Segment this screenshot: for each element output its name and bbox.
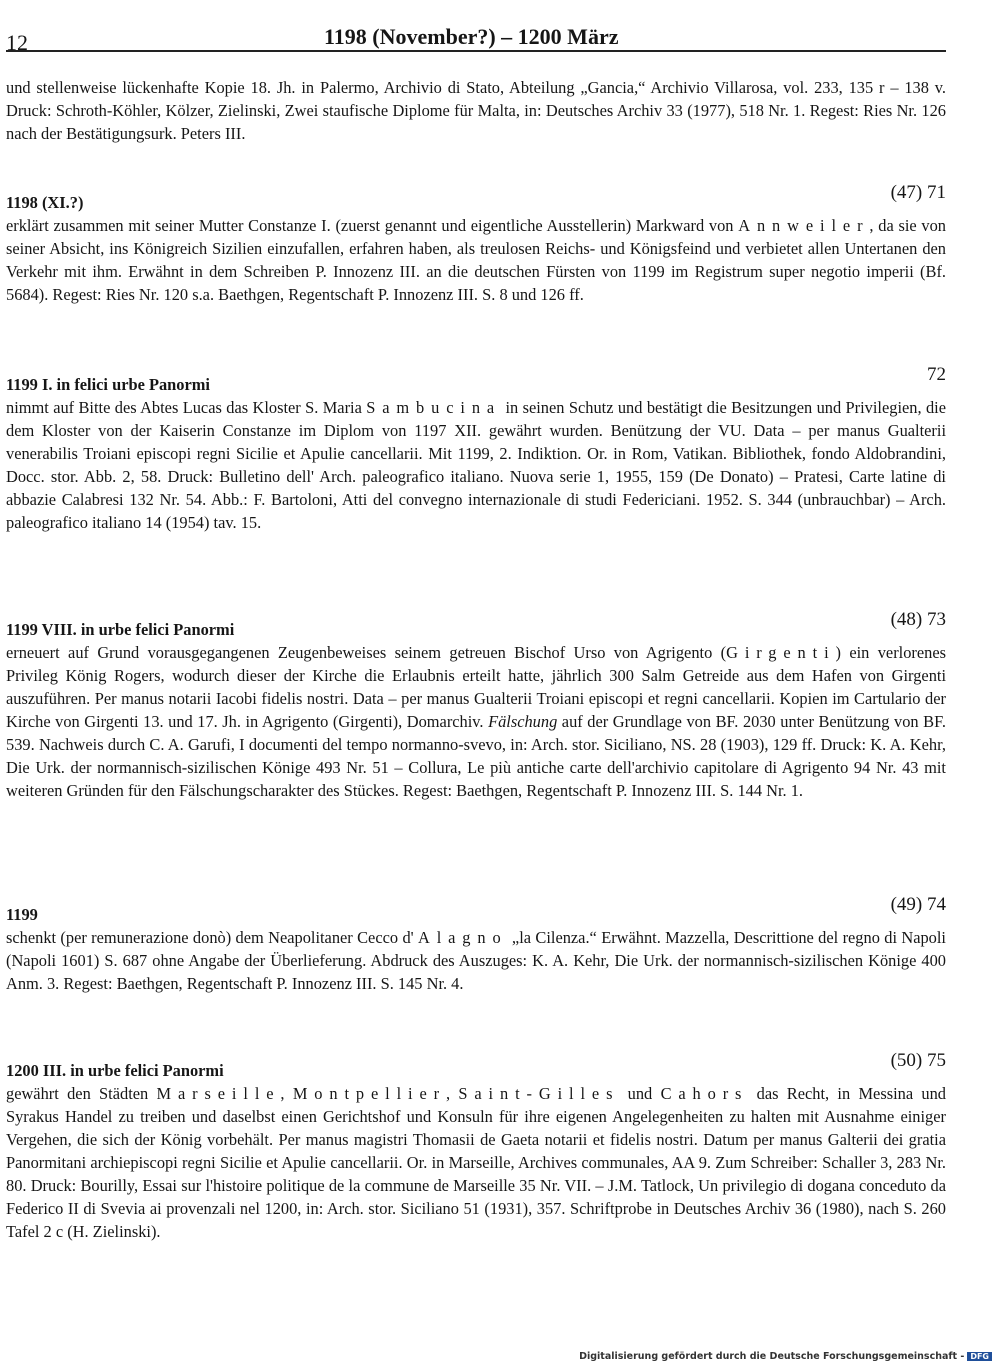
entry-number: 72 (927, 364, 946, 385)
page-header (6, 22, 946, 55)
regest-entry-74 (6, 894, 946, 995)
entry-date: 1198 (XI.?) (6, 193, 84, 212)
running-title: 1198 (November?) – 1200 März (324, 24, 619, 49)
place-name: Montpellier (292, 1084, 446, 1103)
page-number: 12 (6, 30, 28, 55)
digitization-credit (579, 1351, 992, 1362)
italic-term: Fälschung (488, 712, 558, 731)
entry-text: schenkt (per remunerazione donò) dem Neapolitaner Cecco d' Alagno „la Cilenza.“ Erwähnt. Mazzella, Descrittione del regno di Napoli (Napoli 1601) S. 687 ohne Angabe der Überlieferung. Abdruck des Auszuges: K. A. Kehr, Die Urk. der normannisch-sizilischen Könige 400 Anm. 3. Regest: Baethgen, Regentschaft P. Innozenz III. S. 145 Nr. 4. (6, 928, 946, 993)
entry-text: nimmt auf Bitte des Abtes Lucas das Kloster S. Maria Sambucina in seinen Schutz und bestätigt die Besitzungen und Privilegien, die dem Kloster von der Kaiserin Constanze im Diplom von 1197 XII. gewährt wurden. Benützung der VU. Data – per manus Gualterii venerabilis Troiani episcopi regni Sicilie et Apulie cancellarii. Mit 1199, 2. Indiktion. Or. in Rom, Vatikan. Bibliothek, fondo Aldobrandini, Docc. stor. Abb. 2, 58. Druck: Bulletino dell' Arch. paleografico italiano. Nuova serie 1, 1955, 159 (De Donato) – Pratesi, Carte latine di abbazie Calabresi 132 Nr. 54. Abb.: F. Bartoloni, Atti del convegno internazionale di studi Federiciani. 1952. S. 344 (unbrauchbar) – Arch. paleografico italiano 14 (1954) tav. 15. (6, 398, 946, 532)
entry-text: erneuert auf Grund vorausgegangenen Zeugenbeweises seinem getreuen Bischof Urso von Agrigento (Girgenti) ein verlorenes Privileg König Rogers, wodurch dieser der Kirche die Erlaubnis erteilt hatte, jährlich 300 Salm Getreide aus dem Hafen von Girgenti auszuführen. Per manus notarii Iacobi fidelis nostri. Data – per manus Gualterii Troiani episcopi et regni cancellarii. Kopien im Cartulario der Kirche von Girgenti 13. und 17. Jh. in Agrigento (Girgenti), Domarchiv. Fälschung auf der Grundlage von BF. 2030 unter Benützung von BF. 539. Nachweis durch C. A. Garufi, I documenti del tempo normanno-svevo, in: Arch. stor. Siciliano, NS. 28 (1903), 129 ff. Druck: K. A. Kehr, Die Urk. der normannisch-sizilischen Könige 493 Nr. 51 – Collura, Le più antiche carte dell'archivio capitolare di Agrigento 94 Nr. 43 mit weiteren Gründen für den Fälschungscharakter des Stückes. Regest: Baethgen, Regentschaft P. Innozenz III. S. 144 Nr. 1. (6, 643, 946, 800)
place-name: Sambucina (366, 398, 502, 417)
entry-date: 1199 I. in felici urbe Panormi (6, 375, 210, 394)
place-name: Cahors (660, 1084, 749, 1103)
entry-text: erklärt zusammen mit seiner Mutter Constanze I. (zuerst genannt und eigentliche Ausstellerin) Markward von Annweiler, da sie von seiner Absicht, ins Königreich Sizilien einzufallen, erfahren haben, als treulosen Reichs- und Königsfeind und verbietet allen Untertanen den Verkehr mit ihm. Erwähnt in dem Schreiben P. Innozenz III. an die deutschen Fürsten von 1199 im Registrum super negotio imperii (Bf. 5684). Regest: Ries Nr. 120 s.a. Baethgen, Regentschaft P. Innozenz III. S. 8 und 126 ff. (6, 216, 947, 304)
place-name: Saint-Gilles (458, 1084, 620, 1103)
entry-number: (47) 71 (890, 182, 946, 203)
regest-entry-73 (6, 609, 946, 802)
continuation-paragraph: und stellenweise lückenhafte Kopie 18. Jh. in Palermo, Archivio di Stato, Abteilung „Gancia,“ Archivio Villarosa, vol. 233, 135 r – 138 v. Druck: Schroth-Köhler, Kölzer, Zielinski, Zwei staufische Diplome für Malta, in: Deutsches Archiv 33 (1977), 518 Nr. 1. Regest: Ries Nr. 126 nach der Bestätigungsurk. Peters III. (6, 78, 946, 143)
dfg-logo: DFG (967, 1352, 992, 1361)
entry-date: 1199 (6, 905, 38, 924)
entry-text: gewährt den Städten Marseille, Montpellier, Saint-Gilles und Cahors das Recht, in Messina und Syrakus Handel zu treiben und daselbst einen Gerichtshof und Konsuln für ihre eigenen Angelegenheiten zu halten mit Ausnahme einiger Vergehen, die sich der König vorbehält. Per manus magistri Thomasii de Gaeta notarii et fidelis nostri. Datum per manus Galterii dei gratia Panormitani archiepiscopi regni Sicilie et Apulie cancellarii. Or. in Marseille, Archives communales, AA 9. Zum Schreiber: Schaller 3, 283 Nr. 80. Druck: Bourilly, Essai sur l'histoire politique de la commune de Marseille 35 Nr. VII. – J.M. Tatlock, Un privilegio di dogana conceduto da Federico II di Svevia ai provenzali nel 1200, in: Arch. stor. Siciliano 51 (1931), 357. Schriftprobe in Deutsches Archiv 36 (1980), nach S. 260 Tafel 2 c (H. Zielinski). (6, 1084, 946, 1241)
regest-entry-72 (6, 364, 946, 534)
person-name: Alagno (417, 928, 508, 947)
entry-date: 1199 VIII. in urbe felici Panormi (6, 620, 235, 639)
place-name: Marseille (156, 1084, 281, 1103)
regest-entry-75 (6, 1050, 946, 1243)
entry-date: 1200 III. in urbe felici Panormi (6, 1061, 224, 1080)
place-name: Annweiler (738, 216, 870, 235)
entry-number: (49) 74 (890, 894, 946, 915)
regest-entry-71 (6, 182, 947, 306)
entry-number: (50) 75 (890, 1050, 946, 1071)
entry-number: (48) 73 (890, 609, 946, 630)
credit-text: Digitalisierung gefördert durch die Deutsche Forschungsgemeinschaft - (579, 1351, 965, 1362)
place-name: Girgenti (726, 643, 836, 662)
